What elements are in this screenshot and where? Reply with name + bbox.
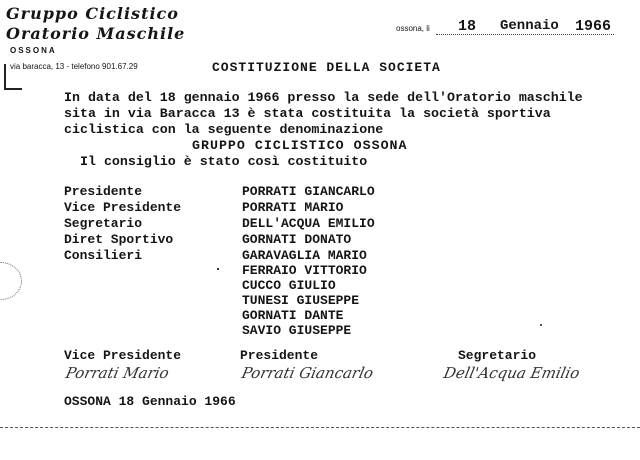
- council-role: Segretario: [64, 216, 143, 231]
- secretary-signature: Dell'Acqua Emilio: [442, 364, 582, 382]
- body-line-4: Il consiglio è stato così costituito: [80, 154, 368, 169]
- letterhead-city: OSSONA: [10, 46, 57, 55]
- vice-president-label: Vice Presidente: [64, 348, 182, 363]
- vice-president-signature: Porrati Mario: [64, 364, 171, 382]
- council-name: GORNATI DONATO: [242, 232, 352, 247]
- council-role: Consilieri: [64, 248, 143, 263]
- council-name: GARAVAGLIA MARIO: [242, 248, 367, 263]
- council-name: FERRAIO VITTORIO: [242, 263, 367, 278]
- council-name: TUNESI GIUSEPPE: [242, 293, 360, 308]
- dateline-day: 18: [458, 18, 477, 35]
- president-label: Presidente: [240, 348, 319, 363]
- council-name: CUCCO GIULIO: [242, 278, 336, 293]
- council-name: PORRATI GIANCARLO: [242, 184, 375, 199]
- council-role: Vice Presidente: [64, 200, 182, 215]
- footer-place-date: OSSONA 18 Gennaio 1966: [64, 394, 236, 409]
- letterhead-line2: Oratorio Maschile: [6, 24, 186, 43]
- council-name: PORRATI MARIO: [242, 200, 344, 215]
- dateline-month: Gennaio: [500, 18, 559, 34]
- society-name: GRUPPO CICLISTICO OSSONA: [192, 138, 408, 153]
- council-name: DELL'ACQUA EMILIO: [242, 216, 375, 231]
- document-title: COSTITUZIONE DELLA SOCIETA: [212, 60, 441, 75]
- secretary-label: Segretario: [458, 348, 537, 363]
- president-signature: Porrati Giancarlo: [240, 364, 376, 382]
- body-line-2: sita in via Baracca 13 è stata costituita la società sportiva: [64, 106, 551, 121]
- letterhead-line1: Gruppo Ciclistico: [6, 4, 179, 23]
- body-line-1: In data del 18 gennaio 1966 presso la sede dell'Oratorio maschile: [64, 90, 583, 105]
- ink-speck: [217, 268, 219, 270]
- body-line-3: ciclistica con la seguente denominazione: [64, 122, 384, 137]
- edge-stamp-mark: [0, 262, 22, 300]
- letterhead-bracket: [4, 64, 22, 90]
- letterhead-address: via baracca, 13 - telefono 901.67.29: [10, 62, 138, 71]
- dateline-year: 1966: [575, 18, 612, 35]
- council-name: SAVIO GIUSEPPE: [242, 323, 352, 338]
- ink-speck: [540, 324, 542, 326]
- council-role: Diret Sportivo: [64, 232, 174, 247]
- paper-fold-line: [0, 427, 640, 428]
- council-name: GORNATI DANTE: [242, 308, 344, 323]
- dateline-place: ossona, li: [396, 24, 430, 33]
- council-role: Presidente: [64, 184, 143, 199]
